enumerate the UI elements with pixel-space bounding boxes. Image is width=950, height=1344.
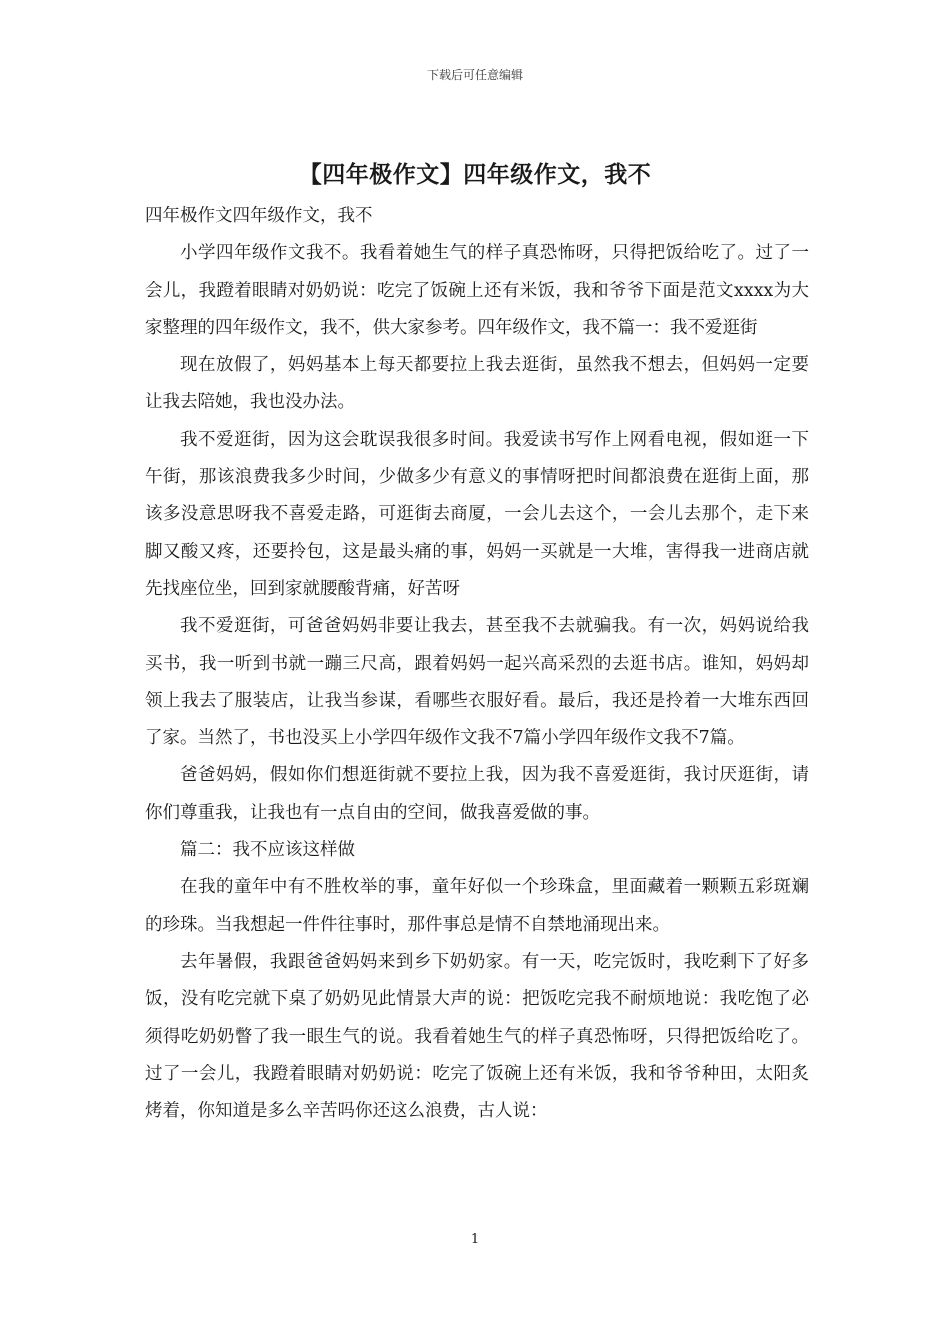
paragraph: 去年暑假，我跟爸爸妈妈来到乡下奶奶家。有一天，吃完饭时，我吃剩下了好多饭，没有吃完就下桌了奶奶见此情景大声的说：把饭吃完我不耐烦地说：我吃饱了必须得吃奶奶瞥了我一眼生气的说。我看着她生气的样子真恐怖呀，只得把饭给吃了。过了一会儿，我蹬着眼睛对奶奶说：吃完了饭碗上还有米饭，我和爷爷种田，太阳炙烤着，你知道是多么辛苦吗你还这么浪费，古人说： bbox=[145, 951, 809, 1122]
paragraph: 爸爸妈妈，假如你们想逛街就不要拉上我，因为我不喜爱逛街，我讨厌逛街，请你们尊重我，让我也有一点自由的空间，做我喜爱做的事。 bbox=[145, 765, 809, 823]
paragraph: 四年极作文四年级作文，我不 bbox=[145, 206, 373, 226]
document-title: 【四年极作文】四年级作文，我不 bbox=[298, 162, 652, 188]
document-body bbox=[145, 198, 809, 1130]
paragraph: 在我的童年中有不胜枚举的事，童年好似一个珍珠盒，里面藏着一颗颗五彩斑斓的珍珠。当我想起一件件往事时，那件事总是情不自禁地涌现出来。 bbox=[145, 877, 809, 935]
page-number: 1 bbox=[470, 1232, 480, 1247]
paragraph: 现在放假了，妈妈基本上每天都要拉上我去逛街，虽然我不想去，但妈妈一定要让我去陪她，我也没办法。 bbox=[145, 355, 809, 413]
page-header: 下载后可任意编辑 bbox=[426, 68, 523, 82]
section-heading: 篇二：我不应该这样做 bbox=[180, 840, 355, 861]
paragraph: 我不爱逛街，可爸爸妈妈非要让我去，甚至我不去就骗我。有一次，妈妈说给我买书，我一听到书就一蹦三尺高，跟着妈妈一起兴高采烈的去逛书店。谁知，妈妈却领上我去了服装店，让我当参谋，看哪些衣服好看。最后，我还是拎着一大堆东西回了家。当然了，书也没买上小学四年级作文我不7篇小学四年级作文我不7篇。 bbox=[145, 616, 809, 749]
paragraph: 小学四年级作文我不。我看着她生气的样子真恐怖呀，只得把饭给吃了。过了一会儿，我蹬着眼睛对奶奶说：吃完了饭碗上还有米饭，我和爷爷下面是范文xxxx为大家整理的四年级作文，我不，供大家参考。四年级作文，我不篇一：我不爱逛街 bbox=[145, 243, 809, 338]
paragraph: 我不爱逛街，因为这会耽误我很多时间。我爱读书写作上网看电视，假如逛一下午街，那该浪费我多少时间，少做多少有意义的事情呀把时间都浪费在逛街上面，那该多没意思呀我不喜爱走路，可逛街去商厦，一会儿去这个，一会儿去那个，走下来脚又酸又疼，还要拎包，这是最头痛的事，妈妈一买就是一大堆，害得我一进商店就先找座位坐，回到家就腰酸背痛，好苦呀 bbox=[145, 429, 809, 599]
